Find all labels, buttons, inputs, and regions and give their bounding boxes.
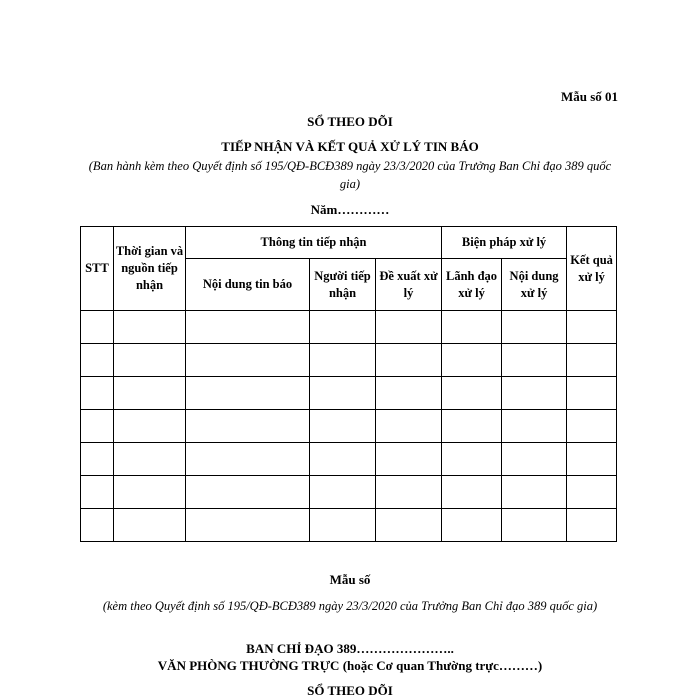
table-cell xyxy=(310,344,376,377)
header-receiver: Người tiếp nhận xyxy=(310,259,376,311)
header-handling-content: Nội dung xử lý xyxy=(502,259,567,311)
table-cell xyxy=(567,410,617,443)
issuance-note: (Ban hành kèm theo Quyết định số 195/QĐ-BCĐ389 ngày 23/3/2020 của Trưởng Ban Chỉ đạo 389 quốc gia) xyxy=(88,159,612,191)
table-cell xyxy=(186,344,310,377)
table-cell xyxy=(442,476,502,509)
table-cell xyxy=(81,476,114,509)
table-cell xyxy=(567,509,617,542)
table-cell xyxy=(310,509,376,542)
header-leader: Lãnh đạo xử lý xyxy=(442,259,502,311)
table-cell xyxy=(442,311,502,344)
table-row xyxy=(81,509,617,542)
table-cell xyxy=(442,377,502,410)
header-result: Kết quả xử lý xyxy=(567,227,617,311)
table-cell xyxy=(567,443,617,476)
form-2-label: Mẫu số xyxy=(329,572,371,587)
table-row xyxy=(81,443,617,476)
log-table xyxy=(80,226,617,542)
org-line-2: VĂN PHÒNG THƯỜNG TRỰC (hoặc Cơ quan Thường trực………) xyxy=(157,658,543,673)
table-cell xyxy=(186,311,310,344)
table-cell xyxy=(186,509,310,542)
table-row xyxy=(81,311,617,344)
table-cell xyxy=(114,377,186,410)
header-proposal: Đề xuất xử lý xyxy=(376,259,442,311)
table-cell xyxy=(310,311,376,344)
table-cell xyxy=(376,476,442,509)
table-cell xyxy=(81,410,114,443)
table-cell xyxy=(376,311,442,344)
table-cell xyxy=(310,377,376,410)
table-cell xyxy=(442,344,502,377)
table-cell xyxy=(376,410,442,443)
table-cell xyxy=(502,377,567,410)
table-cell xyxy=(502,344,567,377)
table-cell xyxy=(502,443,567,476)
table-cell xyxy=(114,311,186,344)
table-cell xyxy=(567,377,617,410)
table-cell xyxy=(502,509,567,542)
year-label: Năm………… xyxy=(310,202,390,217)
table-cell xyxy=(186,476,310,509)
table-cell xyxy=(442,443,502,476)
title-3: SỔ THEO DÕI xyxy=(307,683,393,698)
table-cell xyxy=(186,377,310,410)
table-cell xyxy=(502,311,567,344)
table-cell xyxy=(114,410,186,443)
title-line-1: SỔ THEO DÕI xyxy=(307,114,393,129)
header-time-source: Thời gian và nguồn tiếp nhận xyxy=(114,227,186,311)
table-cell xyxy=(81,377,114,410)
form-2-note: (kèm theo Quyết định số 195/QĐ-BCĐ389 ngày 23/3/2020 của Trưởng Ban Chỉ đạo 389 quốc gia) xyxy=(102,599,598,613)
table-cell xyxy=(310,410,376,443)
table-cell xyxy=(376,443,442,476)
table-cell xyxy=(114,476,186,509)
header-group-received: Thông tin tiếp nhận xyxy=(186,227,442,259)
table-cell xyxy=(186,443,310,476)
org-line-1: BAN CHỈ ĐẠO 389………………….. xyxy=(246,641,454,656)
table-cell xyxy=(114,443,186,476)
table-row xyxy=(81,344,617,377)
table-cell xyxy=(114,509,186,542)
table-row xyxy=(81,377,617,410)
header-group-measures: Biện pháp xử lý xyxy=(442,227,567,259)
table-cell xyxy=(81,344,114,377)
table-cell xyxy=(502,476,567,509)
table-cell xyxy=(502,410,567,443)
table-cell xyxy=(442,509,502,542)
table-cell xyxy=(376,377,442,410)
header-content: Nội dung tin báo xyxy=(186,259,310,311)
table-cell xyxy=(81,509,114,542)
title-line-2: TIẾP NHẬN VÀ KẾT QUẢ XỬ LÝ TIN BÁO xyxy=(221,139,479,154)
form-number: Mẫu số 01 xyxy=(560,89,618,104)
table-cell xyxy=(376,344,442,377)
table-cell xyxy=(442,410,502,443)
table-cell xyxy=(567,344,617,377)
table-cell xyxy=(310,476,376,509)
table-cell xyxy=(186,410,310,443)
table-cell xyxy=(310,443,376,476)
table-cell xyxy=(81,443,114,476)
table-cell xyxy=(567,311,617,344)
table-cell xyxy=(81,311,114,344)
table-row xyxy=(81,476,617,509)
log-table-body xyxy=(81,311,617,542)
header-stt: STT xyxy=(81,227,114,311)
table-cell xyxy=(114,344,186,377)
table-row xyxy=(81,410,617,443)
table-cell xyxy=(376,509,442,542)
table-cell xyxy=(567,476,617,509)
